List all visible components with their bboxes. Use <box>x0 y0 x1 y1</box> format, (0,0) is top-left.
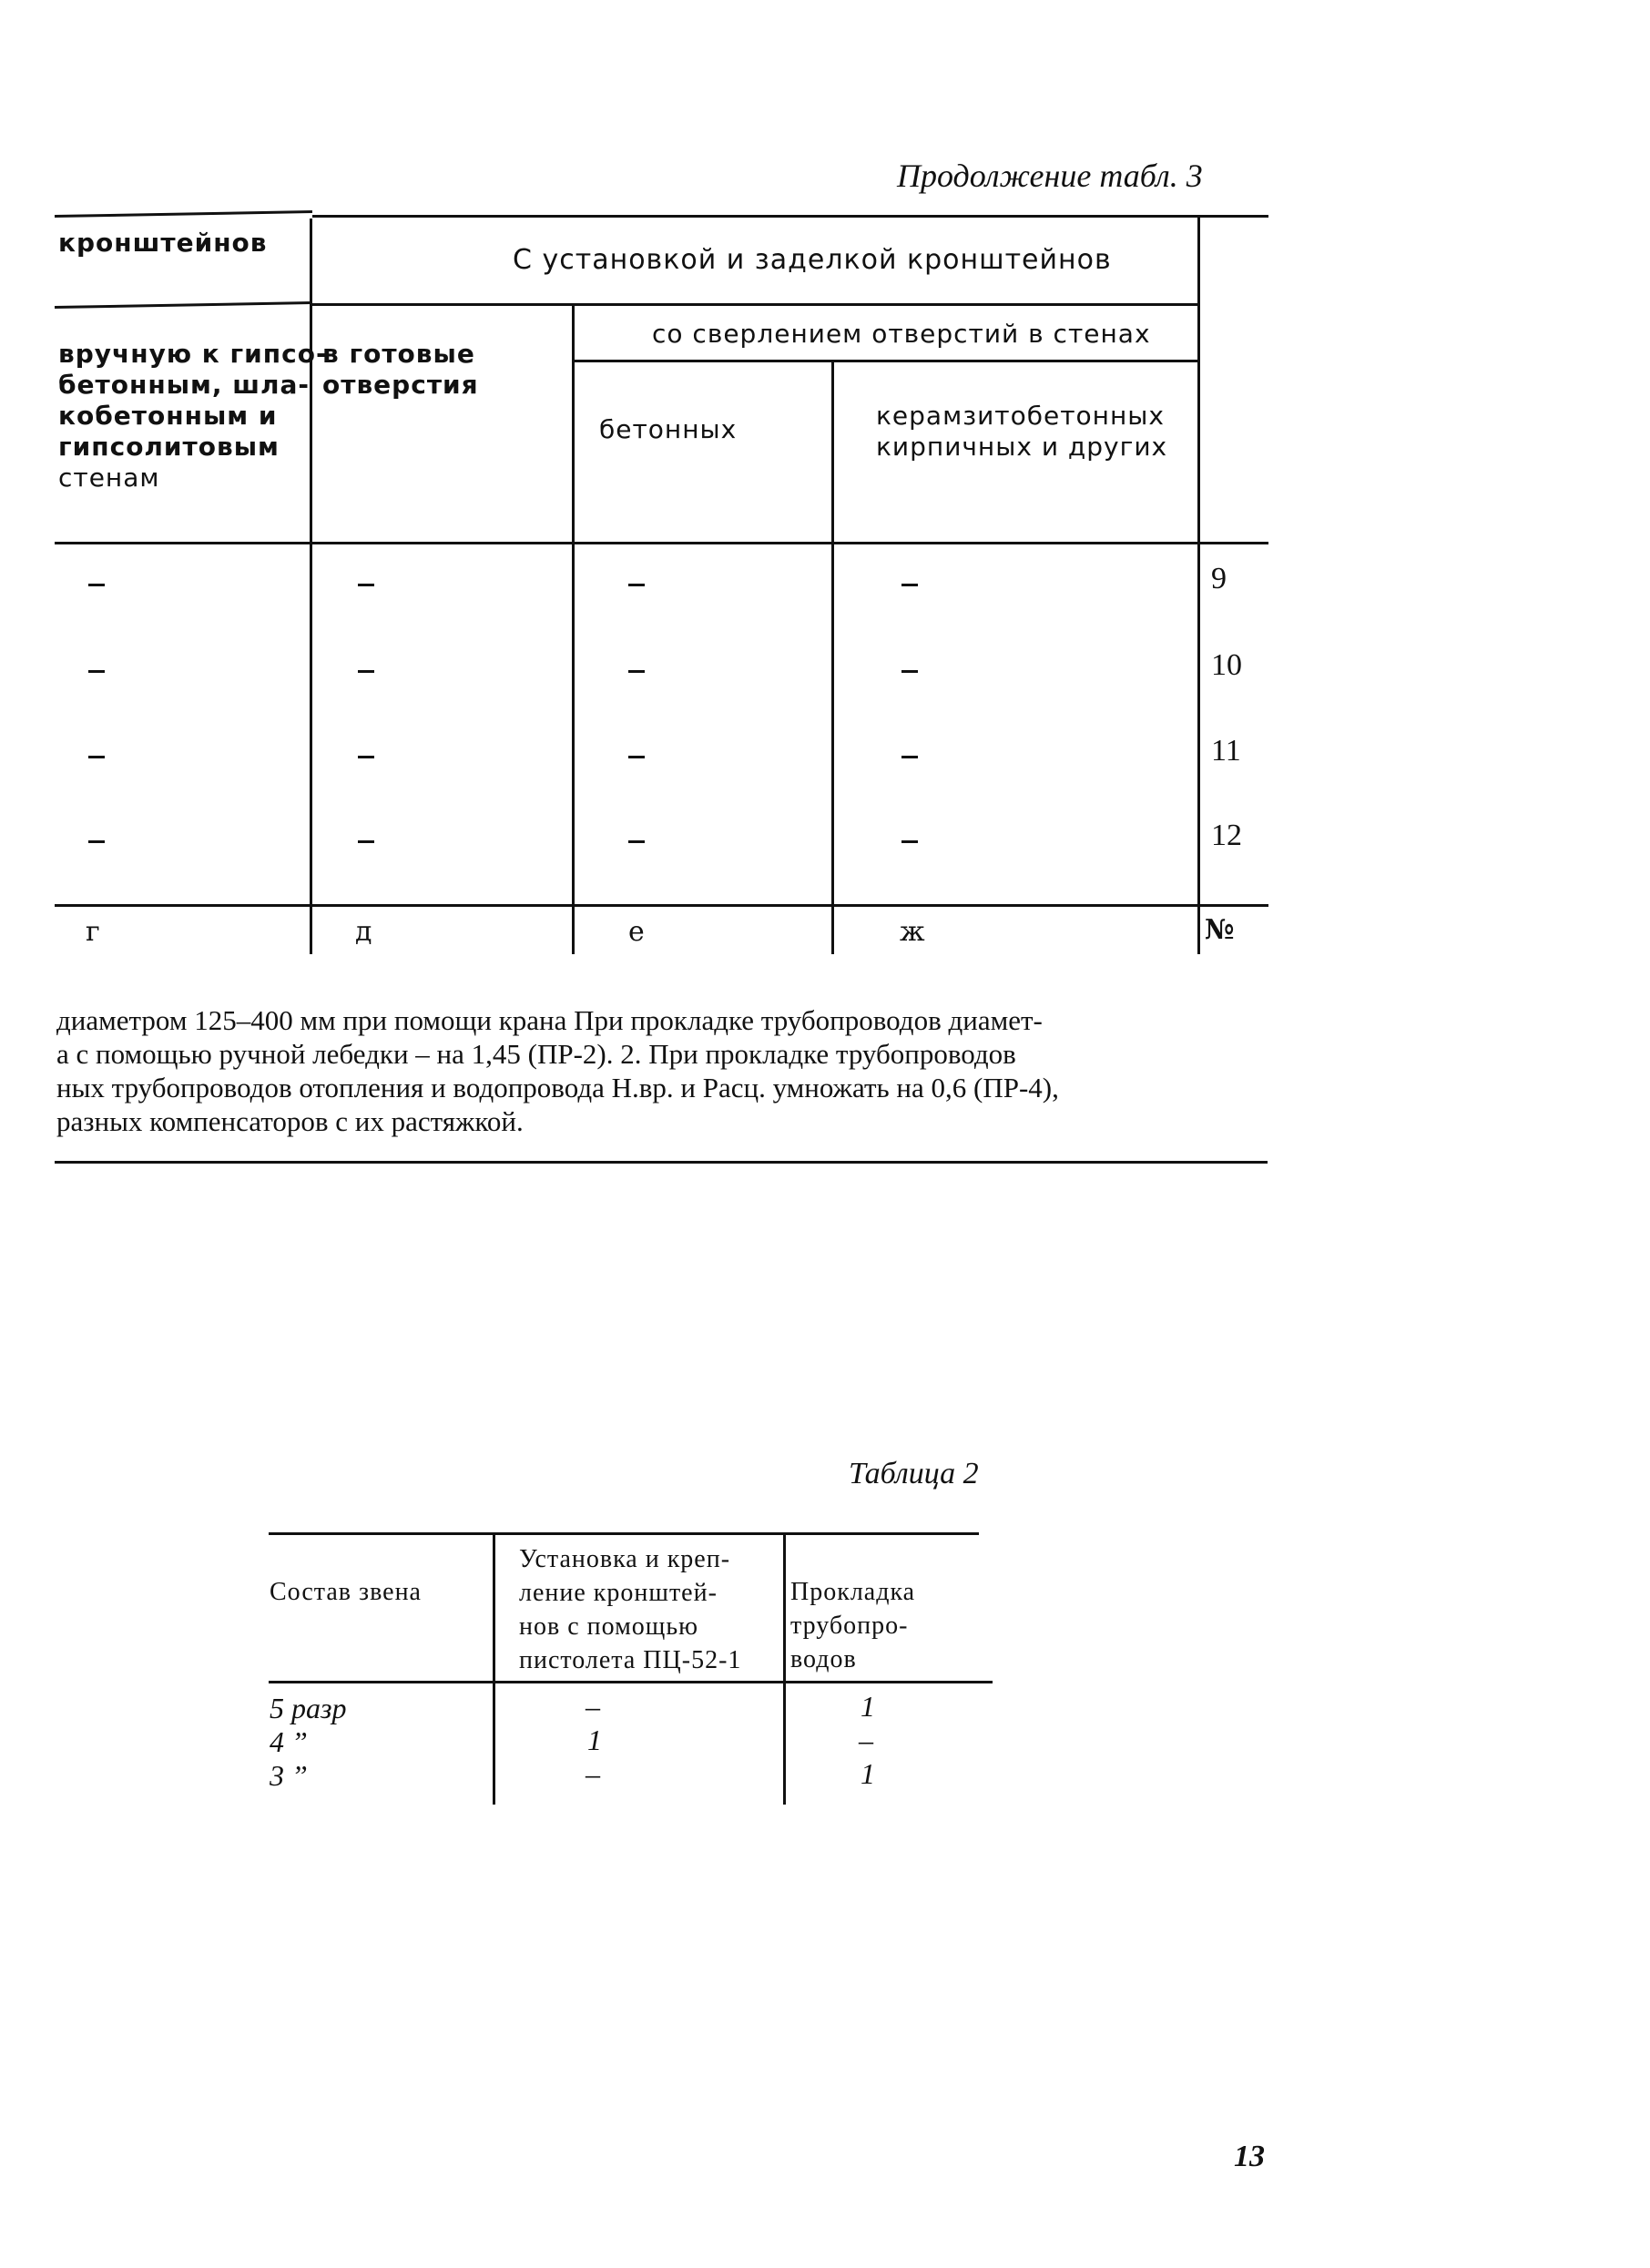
table2-caption: Таблица 2 <box>849 1457 979 1490</box>
page-number: 13 <box>1234 2140 1265 2173</box>
header-line: в готовые <box>322 339 475 369</box>
empty-cell-dash <box>628 840 645 843</box>
header-line: Установка и креп- <box>519 1545 731 1573</box>
header-line: трубопро- <box>790 1612 909 1640</box>
table-rule <box>55 301 312 309</box>
table-rule <box>572 306 575 954</box>
install-cell: – <box>586 1757 600 1790</box>
row-number: 12 <box>1211 819 1242 852</box>
empty-cell-dash <box>358 840 374 843</box>
header-line: керамзитобетонных <box>876 401 1165 431</box>
header-line: Прокладка <box>790 1578 916 1606</box>
row-number: 11 <box>1211 734 1241 768</box>
table-continuation-caption: Продолжение табл. 3 <box>897 158 1203 194</box>
header-line: кобетонным и <box>58 401 278 431</box>
header-line: гипсолитовым <box>58 432 280 462</box>
note-line: а с помощью ручной лебедки – на 1,45 (ПР-2). 2. При прокладке трубопроводов <box>56 1038 1016 1070</box>
empty-cell-dash <box>628 584 645 586</box>
row-number: 9 <box>1211 562 1227 595</box>
note-line: диаметром 125–400 мм при помощи крана При прокладке трубопроводов диамет- <box>56 1004 1043 1036</box>
col-zh-header <box>876 401 1167 463</box>
empty-cell-dash <box>358 584 374 586</box>
table-rule <box>269 1681 993 1683</box>
header-line: отверстия <box>322 370 479 400</box>
header-line: пистолета ПЦ-52-1 <box>519 1646 742 1674</box>
row-number: 10 <box>1211 648 1242 682</box>
empty-cell-dash <box>901 584 918 586</box>
table-rule <box>574 360 1200 362</box>
laying-cell: 1 <box>861 1690 875 1723</box>
empty-cell-dash <box>88 670 105 673</box>
table-rule <box>312 215 1268 218</box>
col-g-top-header: кронштейнов <box>58 228 268 258</box>
header-line: стенам <box>58 463 160 493</box>
section-divider <box>55 1161 1268 1164</box>
table-rule <box>831 361 834 954</box>
laying-cell: 1 <box>861 1757 875 1790</box>
table-rule <box>310 219 312 954</box>
column-index: д <box>355 916 372 948</box>
column-index: е <box>628 916 645 948</box>
drill-group-header: со сверлением отверстий в стенах <box>652 319 1151 349</box>
empty-cell-dash <box>88 756 105 758</box>
install-cell: – <box>586 1690 600 1723</box>
col-d-header <box>322 339 479 401</box>
table-rule <box>493 1534 495 1805</box>
empty-cell-dash <box>628 670 645 673</box>
empty-cell-dash <box>358 670 374 673</box>
grade-cell: 5 разр <box>270 1692 347 1724</box>
install-cell: 1 <box>587 1724 602 1756</box>
empty-cell-dash <box>628 756 645 758</box>
column-index: № <box>1205 914 1235 946</box>
header-line: кирпичных и других <box>876 432 1168 462</box>
grade-cell: 3 ” <box>270 1759 308 1792</box>
notes-paragraph <box>56 1003 1268 1138</box>
group-header: С установкой и заделкой кронштейнов <box>513 244 1112 276</box>
col-install-header <box>519 1542 741 1677</box>
table-rule <box>55 542 1268 544</box>
header-line: вручную к гипсо- <box>58 339 328 369</box>
empty-cell-dash <box>901 756 918 758</box>
table-rule <box>269 1532 979 1535</box>
col-laying-header <box>790 1575 915 1676</box>
col-e-header: бетонных <box>599 414 738 444</box>
col-composition-header: Состав звена <box>270 1578 422 1606</box>
column-index: ж <box>900 916 925 948</box>
empty-cell-dash <box>358 756 374 758</box>
table-rule <box>783 1534 786 1805</box>
laying-cell: – <box>859 1724 873 1756</box>
table-rule <box>55 210 312 218</box>
header-line: бетонным, шла- <box>58 370 311 400</box>
empty-cell-dash <box>901 840 918 843</box>
note-line: ных трубопроводов отопления и водопровода Н.вр. и Расц. умножать на 0,6 (ПР-4), <box>56 1072 1059 1103</box>
column-index: г <box>86 916 100 948</box>
col-g-header <box>58 339 328 493</box>
table-rule <box>1197 217 1200 954</box>
note-line: разных компенсаторов с их растяжкой. <box>56 1105 524 1137</box>
grade-cell: 4 ” <box>270 1725 308 1758</box>
empty-cell-dash <box>88 584 105 586</box>
header-line: ление кронштей- <box>519 1579 718 1607</box>
header-line: нов с помощью <box>519 1612 699 1641</box>
table-rule <box>55 904 1268 907</box>
empty-cell-dash <box>88 840 105 843</box>
header-line: водов <box>790 1645 857 1673</box>
empty-cell-dash <box>901 670 918 673</box>
table-rule <box>312 303 1200 306</box>
